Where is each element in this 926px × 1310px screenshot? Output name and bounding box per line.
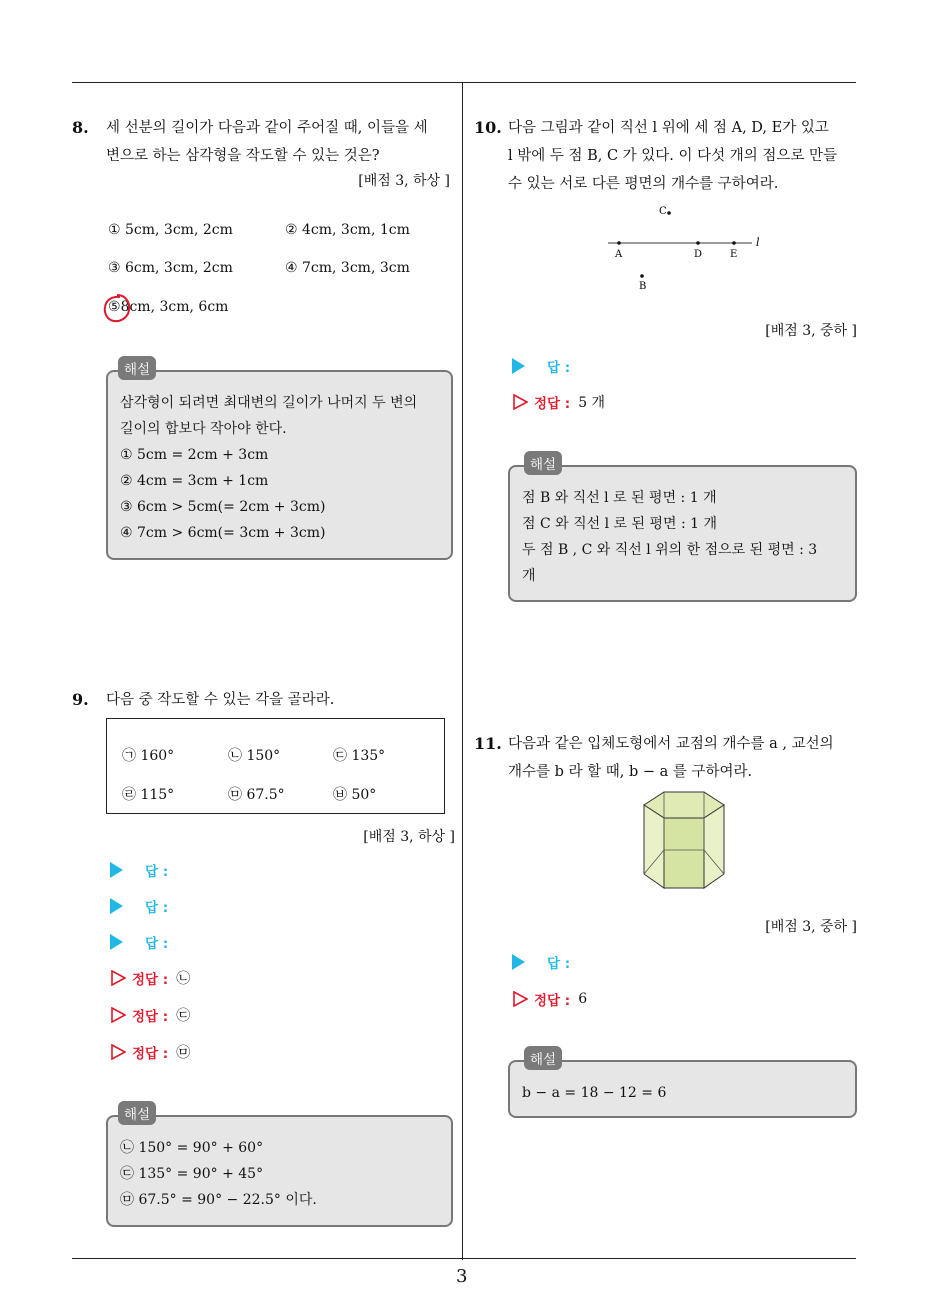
q8-explain-line6: ④ 7cm > 6cm(= 3cm + 3cm) [120, 525, 326, 541]
question-10-line2: l 밖에 두 점 B, C 가 있다. 이 다섯 개의 점으로 만들 [508, 148, 838, 164]
q10-explain-line1: 점 B 와 직선 l 로 된 평면 : 1 개 [522, 490, 717, 506]
question-11-line1: 다음과 같은 입체도형에서 교점의 개수를 a , 교선의 [508, 736, 834, 752]
point-E-label: E [730, 249, 738, 260]
q8-explain-line2: 길이의 합보다 작아야 한다. [120, 421, 287, 437]
q9-correct-value-2: ㉢ [176, 1008, 191, 1024]
triangle-outline-icon [512, 991, 528, 1007]
question-10-line1: 다음 그림과 같이 직선 l 위에 세 점 A, D, E가 있고 [508, 120, 829, 136]
question-9-number: 9. [72, 690, 89, 709]
q9-angle-5[interactable] [228, 784, 285, 804]
bottom-rule [72, 1258, 856, 1259]
top-rule [72, 82, 856, 83]
question-9-text: 다음 중 작도할 수 있는 각을 골라라. [106, 692, 335, 708]
triangle-outline-icon [110, 1007, 126, 1023]
q9-angle-3-value: 135° [351, 748, 386, 764]
hexagonal-prism-figure [640, 788, 730, 892]
q9-angle-3-mark: ㉢ [333, 748, 347, 764]
line-l-label: l [756, 236, 760, 249]
question-11-score: [배점 3, 중하 ] [765, 919, 857, 935]
q10-points-line-figure [600, 198, 770, 294]
q8-choice-5-text: 8cm, 3cm, 6cm [120, 299, 229, 315]
q11-answer-label: 답 : [547, 956, 571, 972]
q10-answer-label: 답 : [547, 360, 571, 376]
q11-explanation-tag: 해설 [524, 1046, 562, 1070]
question-8-number: 8. [72, 118, 89, 137]
q10-explain-line2: 점 C 와 직선 l 로 된 평면 : 1 개 [522, 516, 718, 532]
q8-explain-line3: ① 5cm = 2cm + 3cm [120, 447, 269, 463]
question-8-text [106, 114, 456, 170]
q9-correct-label-3: 정답 : [132, 1046, 169, 1062]
q9-explain-line1 [120, 1135, 439, 1161]
q9-angle-1-mark: ㉠ [122, 748, 136, 764]
q9-explain-mark-2: ㉢ [120, 1166, 134, 1182]
q9-answer-label-1: 답 : [145, 864, 169, 880]
q9-angle-5-value: 67.5° [246, 787, 285, 803]
q9-answer-label-3: 답 : [145, 936, 169, 952]
q9-explain-text-2: 135° = 90° + 45° [138, 1166, 264, 1182]
triangle-outline-icon [512, 394, 528, 410]
q9-correct-row-3 [110, 1042, 190, 1062]
question-10-line3: 수 있는 서로 다른 평면의 개수를 구하여라. [508, 176, 779, 192]
q9-correct-value-1: ㉡ [176, 971, 191, 987]
q9-explain-mark-1: ㉡ [120, 1140, 134, 1156]
point-C-label: C [659, 206, 667, 217]
q9-explanation-tag: 해설 [118, 1101, 156, 1125]
q9-answer-label-2: 답 : [145, 900, 169, 916]
q9-explain-mark-3: ㉤ [120, 1192, 134, 1208]
column-divider [462, 82, 463, 1260]
q9-correct-row-1 [110, 968, 190, 988]
q9-correct-row-2 [110, 1005, 190, 1025]
q9-explain-text-3: 67.5° = 90° − 22.5° 이다. [138, 1192, 317, 1208]
point-B-label: B [639, 281, 647, 292]
triangle-outline-icon [110, 970, 126, 986]
question-9-score: [배점 3, 하상 ] [363, 829, 455, 845]
q10-correct-label: 정답 : [534, 396, 571, 412]
triangle-outline-icon [110, 1044, 126, 1060]
q9-angle-1-value: 160° [140, 748, 175, 764]
question-11-line2: 개수를 b 라 할 때, b − a 를 구하여라. [508, 764, 753, 780]
play-icon [512, 358, 525, 374]
q9-angle-3[interactable] [333, 745, 385, 765]
q10-correct-row [512, 392, 605, 412]
q11-correct-label: 정답 : [534, 993, 571, 1009]
play-icon [110, 862, 123, 878]
q8-choice-5-mark: ⑤ [108, 299, 121, 315]
q8-choice-2[interactable]: ② 4cm, 3cm, 1cm [285, 222, 410, 238]
q9-angle-1[interactable] [122, 745, 174, 765]
q9-angle-4[interactable] [122, 784, 174, 804]
q10-explain-line3: 두 점 B , C 와 직선 l 위의 한 점으로 된 평면 : 3 [522, 542, 818, 558]
question-10-text [508, 114, 858, 198]
q9-answer-row-1[interactable] [110, 860, 168, 880]
q9-angle-2-mark: ㉡ [228, 748, 242, 764]
q10-answer-row[interactable] [512, 356, 570, 376]
q8-choice-1[interactable]: ① 5cm, 3cm, 2cm [108, 222, 233, 238]
q9-explain-line2 [120, 1161, 439, 1187]
point-A-label: A [615, 249, 623, 260]
q10-explanation-tag: 해설 [524, 451, 562, 475]
q8-explain-line4: ② 4cm = 3cm + 1cm [120, 473, 269, 489]
play-icon [110, 898, 123, 914]
q11-explain-line1: b − a = 18 − 12 = 6 [522, 1085, 667, 1101]
play-icon [512, 954, 525, 970]
q9-correct-label-2: 정답 : [132, 1009, 169, 1025]
q8-explain-line5: ③ 6cm > 5cm(= 2cm + 3cm) [120, 499, 326, 515]
q9-angle-4-mark: ㉣ [122, 787, 136, 803]
q8-explanation-box [106, 370, 453, 560]
question-8-score: [배점 3, 하상 ] [358, 173, 450, 189]
q10-explain-line4: 개 [522, 568, 536, 584]
q11-correct-row [512, 989, 587, 1009]
q8-explain-line1: 삼각형이 되려면 최대변의 길이가 나머지 두 변의 [120, 395, 418, 411]
q8-choice-3[interactable]: ③ 6cm, 3cm, 2cm [108, 260, 233, 276]
question-8-line2: 변으로 하는 삼각형을 작도할 수 있는 것은? [106, 148, 380, 164]
answer-circle-mark-icon [101, 292, 133, 324]
q11-answer-row[interactable] [512, 952, 570, 972]
q10-correct-value: 5 개 [578, 395, 606, 411]
q9-angle-6-mark: ㉥ [333, 787, 347, 803]
q9-angle-2-value: 150° [246, 748, 281, 764]
q8-choice-4[interactable]: ④ 7cm, 3cm, 3cm [285, 260, 410, 276]
q9-correct-value-3: ㉤ [176, 1045, 191, 1061]
question-11-number: 11. [474, 734, 502, 753]
q9-angle-6[interactable] [333, 784, 376, 804]
q8-explanation-tag: 해설 [118, 356, 156, 380]
q9-answer-row-2[interactable] [110, 896, 168, 916]
q9-angle-2[interactable] [228, 745, 280, 765]
question-10-number: 10. [474, 118, 502, 137]
question-10-score: [배점 3, 중하 ] [765, 323, 857, 339]
point-D-label: D [694, 249, 703, 260]
q9-correct-label-1: 정답 : [132, 972, 169, 988]
q9-angle-4-value: 115° [140, 787, 175, 803]
q9-explain-line3 [120, 1187, 439, 1213]
q10-explanation-box [508, 465, 857, 602]
q9-explanation-box [106, 1115, 453, 1227]
q9-angle-6-value: 50° [351, 787, 377, 803]
q9-explain-text-1: 150° = 90° + 60° [138, 1140, 264, 1156]
question-11-text [508, 730, 858, 786]
q11-explanation-box [508, 1060, 857, 1118]
q9-angle-5-mark: ㉤ [228, 787, 242, 803]
page-number: 3 [456, 1266, 468, 1287]
q11-correct-value: 6 [578, 991, 588, 1007]
question-8-line1: 세 선분의 길이가 다음과 같이 주어질 때, 이들을 세 [106, 120, 428, 136]
play-icon [110, 934, 123, 950]
q9-answer-row-3[interactable] [110, 932, 168, 952]
